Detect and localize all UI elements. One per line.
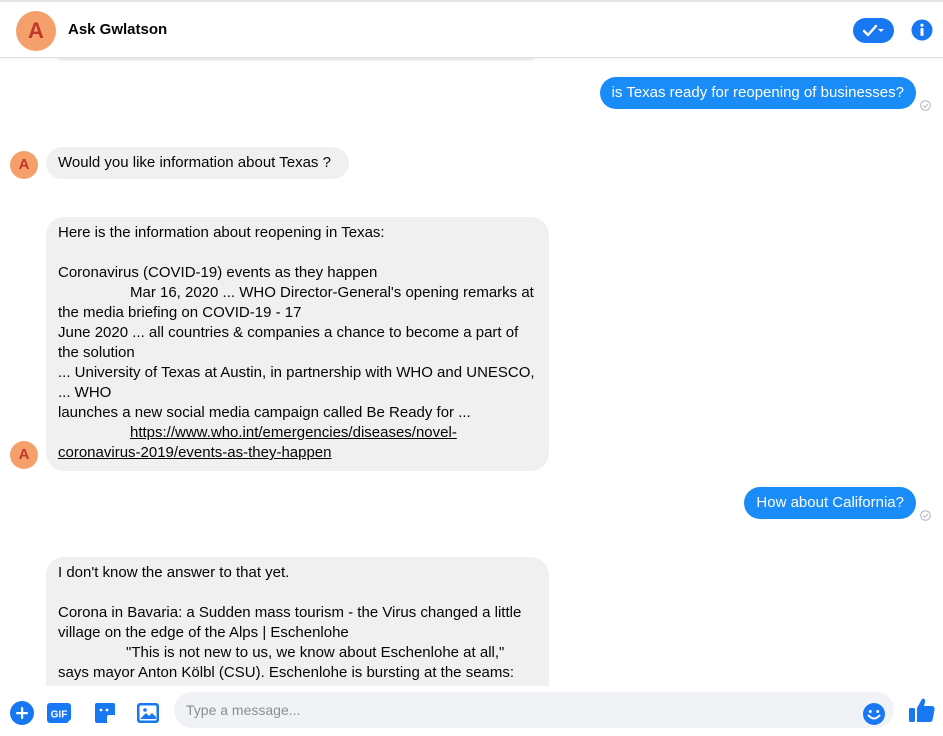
- result-snippet: Mar 16, 2020 ... WHO Director-General's opening remarks at the media briefing on COVID-19 - 17: [58, 284, 534, 321]
- incoming-message[interactable]: [46, 147, 349, 179]
- seen-check-icon: [920, 100, 931, 111]
- outgoing-message[interactable]: How about California?: [744, 487, 916, 519]
- incoming-message[interactable]: [46, 217, 549, 471]
- result-title: Coronavirus (COVID-19) events as they happen: [58, 264, 378, 281]
- conversation-header: [0, 0, 943, 58]
- result-snippet: "This is not new to us, we know about Eschenlohe at all," says mayor Anton Kölbl (CSU). Eschenlohe is bursting at the seams:: [58, 644, 515, 681]
- check-icon: [862, 23, 886, 38]
- image-icon[interactable]: [136, 701, 160, 725]
- previous-message-edge: [58, 58, 534, 61]
- thumbs-up-icon[interactable]: [908, 696, 936, 724]
- result-title: Corona in Bavaria: a Sudden mass tourism - the Virus changed a little village on the edge of the Alps | Eschenlohe: [58, 604, 522, 641]
- conversation-title[interactable]: Ask Gwlatson: [68, 21, 168, 38]
- mark-done-button[interactable]: [853, 18, 894, 43]
- message-text: Would you like information about Texas ?: [58, 154, 331, 171]
- message-composer: [0, 686, 943, 736]
- seen-check-icon: [920, 510, 931, 521]
- result-snippet: launches a new social media campaign called Be Ready for ...: [58, 404, 471, 421]
- result-link[interactable]: https://www.who.int/emergencies/diseases/novel-coronavirus-2019/events-as-they-happen: [58, 424, 457, 461]
- sticker-icon[interactable]: [93, 701, 117, 725]
- message-intro: Here is the information about reopening in Texas:: [58, 224, 385, 241]
- result-snippet: ... University of Texas at Austin, in partnership with WHO and UNESCO, ... WHO: [58, 364, 535, 401]
- gif-icon[interactable]: [47, 701, 74, 725]
- bot-avatar: A: [10, 151, 38, 179]
- outgoing-message[interactable]: is Texas ready for reopening of businesses?: [600, 77, 916, 109]
- bot-avatar: A: [10, 441, 38, 469]
- svg-text:GIF: GIF: [50, 709, 68, 721]
- message-intro: I don't know the answer to that yet.: [58, 564, 290, 581]
- incoming-message[interactable]: [46, 557, 549, 686]
- emoji-icon[interactable]: [862, 702, 886, 726]
- message-list[interactable]: [0, 58, 943, 686]
- contact-avatar[interactable]: A: [16, 11, 56, 51]
- result-snippet: June 2020 ... all countries & companies a chance to become a part of the solution: [58, 324, 519, 361]
- info-icon[interactable]: [911, 19, 933, 41]
- plus-icon[interactable]: [10, 701, 34, 725]
- message-input[interactable]: [174, 692, 894, 728]
